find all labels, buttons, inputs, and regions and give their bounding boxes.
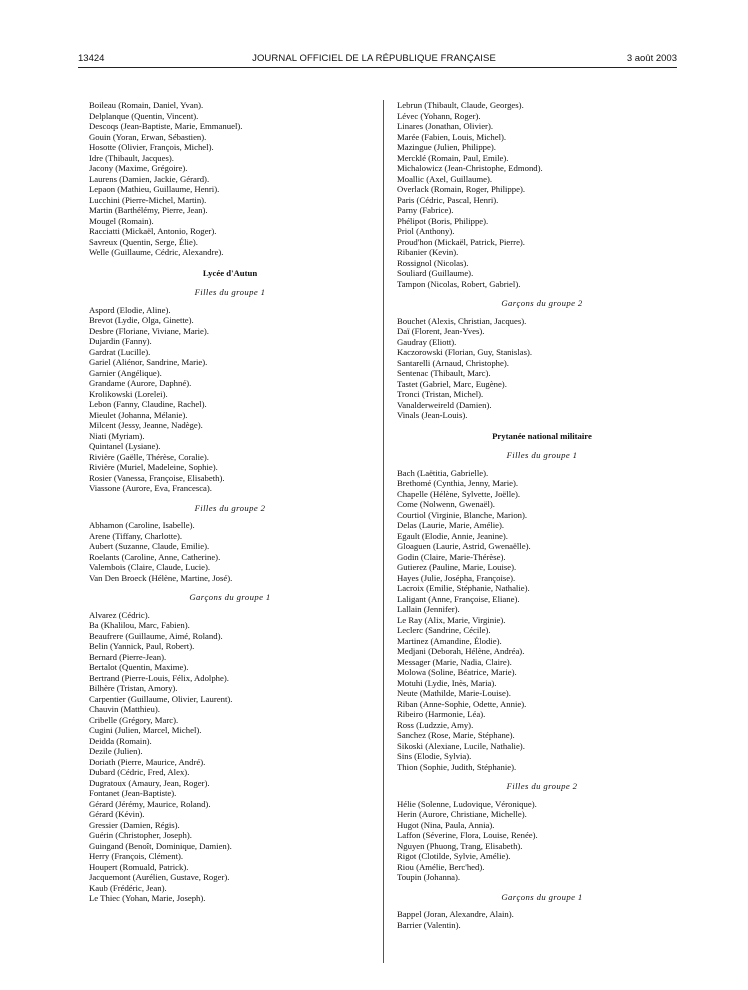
list-item: Rosier (Vanessa, Françoise, Elisabeth). [89, 472, 225, 483]
list-item: Molowa (Soline, Béatrice, Marie). [397, 667, 517, 677]
list-item: Deidda (Romain). [89, 735, 152, 746]
list-item: Chauvin (Matthieu). [89, 704, 160, 714]
list-item: Marée (Fabien, Louis, Michel). [397, 131, 507, 142]
list-item: Rivière (Muriel, Madeleine, Sophie). [89, 462, 218, 472]
list-item: Proud'hon (Mickaël, Patrick, Pierre). [397, 236, 525, 247]
list-item: Lepaon (Mathieu, Guillaume, Henri). [89, 184, 220, 194]
list-item: Tastet (Gabriel, Marc, Eugène). [397, 378, 507, 389]
group-title: Filles du groupe 2 [506, 781, 578, 791]
list-item: Bernard (Pierre-Jean). [89, 651, 167, 662]
list-item: Michalowicz (Jean-Christophe, Edmond). [397, 163, 543, 173]
list-item: Bertrand (Pierre-Louis, Félix, Adolphe). [89, 672, 229, 683]
list-item: Gouin (Yoran, Erwan, Sébastien). [89, 131, 207, 142]
list-item: Bach (Laëtitia, Gabrielle). [397, 467, 489, 478]
list-item: Thion (Sophie, Judith, Stéphanie). [397, 761, 517, 772]
list-item: Gariel (Aliénor, Sandrine, Marie). [89, 357, 208, 367]
list-item: Ba (Khalilou, Marc, Fabien). [89, 620, 190, 630]
list-item: Motuhi (Lydie, Inès, Maria). [397, 677, 497, 688]
list-item: Ross (Ludzzie, Amy). [397, 719, 474, 730]
list-item: Courtiol (Virginie, Blanche, Marion). [397, 509, 528, 520]
list-item: Herry (François, Clément). [89, 851, 184, 861]
list-item: Gaudray (Eliott). [397, 336, 457, 347]
list-item: Bertalot (Quentin, Maxime). [89, 662, 189, 672]
list-item: Gérard (Jérémy, Maurice, Roland). [89, 798, 211, 809]
list-item: Priol (Anthony). [397, 226, 455, 236]
list-item: Lévec (Yohann, Roger). [397, 110, 481, 121]
list-item: Barrier (Valentin). [397, 919, 461, 930]
list-item: Gérard (Kévin). [89, 809, 145, 819]
list-item: Rivière (Gaëlle, Thérèse, Coralie). [89, 451, 209, 462]
list-item: Van Den Broeck (Hélène, Martine, José). [89, 572, 233, 583]
list-item: Hayes (Julie, Josépha, Françoise). [397, 572, 516, 583]
group-title: Garçons du groupe 2 [501, 298, 583, 308]
list-item: Herin (Aurore, Christiane, Michelle). [397, 809, 527, 819]
list-item: Parny (Fabrice). [397, 205, 454, 215]
column-divider [383, 100, 384, 963]
list-item: Doriath (Pierre, Maurice, André). [89, 756, 206, 767]
list-item: Lucchini (Pierre-Michel, Martin). [89, 194, 207, 205]
list-item: Bappel (Joran, Alexandre, Alain). [397, 909, 514, 919]
list-item: Belin (Yannick, Paul, Robert). [89, 641, 195, 651]
list-item: Moallic (Axel, Guillaume). [397, 173, 493, 184]
list-item: Descoqs (Jean-Baptiste, Marie, Emmanuel). [89, 121, 243, 131]
list-item: Carpentier (Guillaume, Olivier, Laurent). [89, 693, 233, 704]
school-title: Prytanée national militaire [492, 430, 592, 441]
list-item: Egault (Elodie, Annie, Jeanine). [397, 530, 508, 541]
list-item: Overlack (Romain, Roger, Philippe). [397, 184, 526, 194]
list-item: Roelants (Caroline, Anne, Catherine). [89, 551, 221, 562]
list-item: Idre (Thibault, Jacques). [89, 152, 174, 163]
list-item: Desbre (Floriane, Viviane, Marie). [89, 325, 209, 336]
right-column [397, 100, 687, 930]
list-item: Hosotte (Olivier, François, Michel). [89, 142, 214, 152]
list-item: Riban (Anne-Sophie, Odette, Annie). [397, 698, 527, 709]
group-title: Garçons du groupe 1 [501, 891, 583, 902]
list-item: Sikoski (Alexiane, Lucile, Nathalie). [397, 740, 525, 751]
list-item: Lebrun (Thibault, Claude, Georges). [397, 100, 524, 110]
list-item: Laligant (Anne, Françoise, Eliane). [397, 593, 520, 604]
group-title: Filles du groupe 1 [506, 450, 578, 460]
list-item: Rossignol (Nicolas). [397, 257, 469, 268]
list-item: Santarelli (Arnaud, Christophe). [397, 357, 509, 368]
school-title: Lycée d'Autun [202, 267, 258, 278]
list-item: Brevot (Lydie, Olga, Ginette). [89, 315, 194, 325]
list-item: Sentenac (Thibault, Marc). [397, 368, 491, 378]
list-item: Gutierez (Pauline, Marie, Louise). [397, 562, 517, 572]
list-item: Welle (Guillaume, Cédric, Alexandre). [89, 247, 224, 257]
list-item: Delas (Laurie, Marie, Amélie). [397, 520, 505, 530]
list-item: Brethomé (Cynthia, Jenny, Marie). [397, 478, 519, 488]
list-item: Niati (Myriam). [89, 430, 145, 441]
list-item: Quintanel (Lysiane). [89, 441, 161, 451]
list-item: Mercklé (Romain, Paul, Emile). [397, 152, 509, 163]
list-item: Valembois (Claire, Claude, Lucie). [89, 562, 211, 572]
list-item: Martin (Barthélémy, Pierre, Jean). [89, 205, 208, 215]
list-item: Linares (Jonathan, Olivier). [397, 121, 494, 131]
list-item: Messager (Marie, Nadia, Claire). [397, 656, 512, 667]
page-header [0, 0, 748, 70]
group-title: Filles du groupe 1 [194, 287, 266, 297]
list-item: Phélipot (Boris, Philippe). [397, 215, 489, 226]
list-item: Gloaguen (Laurie, Astrid, Gwenaëlle). [397, 541, 531, 551]
list-item: Guingand (Benoît, Dominique, Damien). [89, 840, 232, 851]
list-item: Nguyen (Phuong, Trang, Elisabeth). [397, 840, 523, 851]
list-item: Aubert (Suzanne, Claude, Emilie). [89, 541, 210, 551]
list-item: Krolikowski (Lorelei). [89, 388, 168, 399]
list-item: Mougel (Romain). [89, 215, 154, 226]
list-item: Le Thiec (Yohan, Marie, Joseph). [89, 893, 206, 903]
list-item: Houpert (Romuald, Patrick). [89, 861, 189, 872]
list-item: Ribanier (Kevin). [397, 247, 459, 257]
list-item: Chapelle (Hélène, Sylvette, Joëlle). [397, 488, 521, 499]
list-item: Martinez (Amandine, Élodie). [397, 635, 502, 646]
publication-date: 3 août 2003 [626, 53, 677, 64]
left-column [89, 100, 371, 904]
list-item: Tampon (Nicolas, Robert, Gabriel). [397, 278, 521, 289]
list-item: Neute (Mathilde, Marie-Louise). [397, 688, 511, 698]
list-item: Grandame (Aurore, Daphné). [89, 378, 192, 388]
list-item: Racciatti (Mickaël, Antonio, Roger). [89, 226, 217, 236]
list-item: Le Ray (Alix, Marie, Virginie). [397, 614, 506, 625]
list-item: Arene (Tiffany, Charlotte). [89, 530, 183, 541]
list-item: Tronci (Tristan, Michel). [397, 389, 484, 399]
list-item: Dugratoux (Amaury, Jean, Roger). [89, 777, 210, 788]
list-item: Riou (Amélie, Berc'hed). [397, 861, 485, 872]
list-item: Kaub (Frédéric, Jean). [89, 882, 167, 893]
list-item: Vinals (Jean-Louis). [397, 410, 468, 420]
list-item: Bilhère (Tristan, Amory). [89, 683, 178, 693]
list-item: Savreux (Quentin, Serge, Élie). [89, 236, 198, 247]
group-title: Garçons du groupe 1 [189, 592, 271, 602]
journal-title: JOURNAL OFFICIEL DE LA RÉPUBLIQUE FRANÇAISE [252, 53, 496, 64]
list-item: Hugot (Nina, Paula, Annia). [397, 819, 495, 830]
list-item: Dubard (Cédric, Fred, Alex). [89, 767, 190, 777]
list-item: Dezile (Julien). [89, 746, 143, 756]
list-item: Lacroix (Emilie, Stéphanie, Nathalie). [397, 583, 530, 593]
list-item: Garnier (Angélique). [89, 367, 162, 378]
list-item: Dujardin (Fanny). [89, 336, 152, 346]
list-item: Kaczorowski (Florian, Guy, Stanislas). [397, 347, 533, 357]
list-item: Medjani (Deborah, Hélène, Andréa). [397, 646, 525, 656]
list-item: Beaufrere (Guillaume, Aimé, Roland). [89, 630, 223, 641]
list-item: Jacquemont (Aurélien, Gustave, Roger). [89, 872, 230, 882]
list-item: Lallain (Jennifer). [397, 604, 460, 614]
list-item: Toupin (Johanna). [397, 872, 461, 882]
list-item: Vanalderweireld (Damien). [397, 399, 492, 410]
list-item: Abhamon (Caroline, Isabelle). [89, 520, 195, 530]
list-item: Sanchez (Rose, Marie, Stéphane). [397, 730, 515, 740]
header-rule [78, 67, 677, 68]
list-item: Leclerc (Sandrine, Cécile). [397, 625, 491, 635]
list-item: Gardrat (Lucille). [89, 346, 151, 357]
list-item: Lebon (Fanny, Claudine, Rachel). [89, 399, 207, 409]
list-item: Jacony (Maxime, Grégoire). [89, 163, 188, 173]
list-item: Laurens (Damien, Jackie, Gérard). [89, 173, 210, 184]
list-item: Fontanet (Jean-Baptiste). [89, 788, 177, 798]
list-item: Ribeiro (Harmonie, Léa). [397, 709, 486, 719]
list-item: Sins (Elodie, Sylvia). [397, 751, 472, 761]
list-item: Cugini (Julien, Marcel, Michel). [89, 725, 202, 735]
list-item: Aspord (Elodie, Aline). [89, 304, 171, 315]
list-item: Bouchet (Alexis, Christian, Jacques). [397, 315, 527, 326]
list-item: Daï (Florent, Jean-Yves). [397, 326, 485, 336]
list-item: Mazingue (Julien, Philippe). [397, 142, 496, 152]
list-item: Paris (Cédric, Pascal, Henri). [397, 194, 499, 205]
group-title: Filles du groupe 2 [194, 502, 266, 513]
list-item: Souliard (Guillaume). [397, 268, 474, 278]
list-item: Rigot (Clotilde, Sylvie, Amélie). [397, 851, 511, 861]
list-item: Laffon (Séverine, Flora, Louise, Renée). [397, 830, 538, 840]
list-item: Come (Nolwenn, Gwenaël). [397, 499, 495, 509]
list-item: Cribelle (Grégory, Marc). [89, 714, 179, 725]
list-item: Hélie (Solenne, Ludovique, Véronique). [397, 798, 537, 809]
list-item: Gressier (Damien, Régis). [89, 819, 180, 830]
page-number: 13424 [78, 53, 105, 64]
list-item: Boileau (Romain, Daniel, Yvan). [89, 100, 204, 110]
list-item: Guérin (Christopher, Joseph). [89, 830, 192, 840]
list-item: Godin (Claire, Marie-Thérèse). [397, 551, 506, 562]
list-item: Delplanque (Quentin, Vincent). [89, 110, 199, 121]
list-item: Mieulet (Johanna, Mélanie). [89, 409, 188, 420]
list-item: Viassone (Aurore, Eva, Francesca). [89, 483, 212, 493]
list-item: Milcent (Jessy, Jeanne, Nadège). [89, 420, 203, 430]
list-item: Alvarez (Cédric). [89, 609, 150, 620]
